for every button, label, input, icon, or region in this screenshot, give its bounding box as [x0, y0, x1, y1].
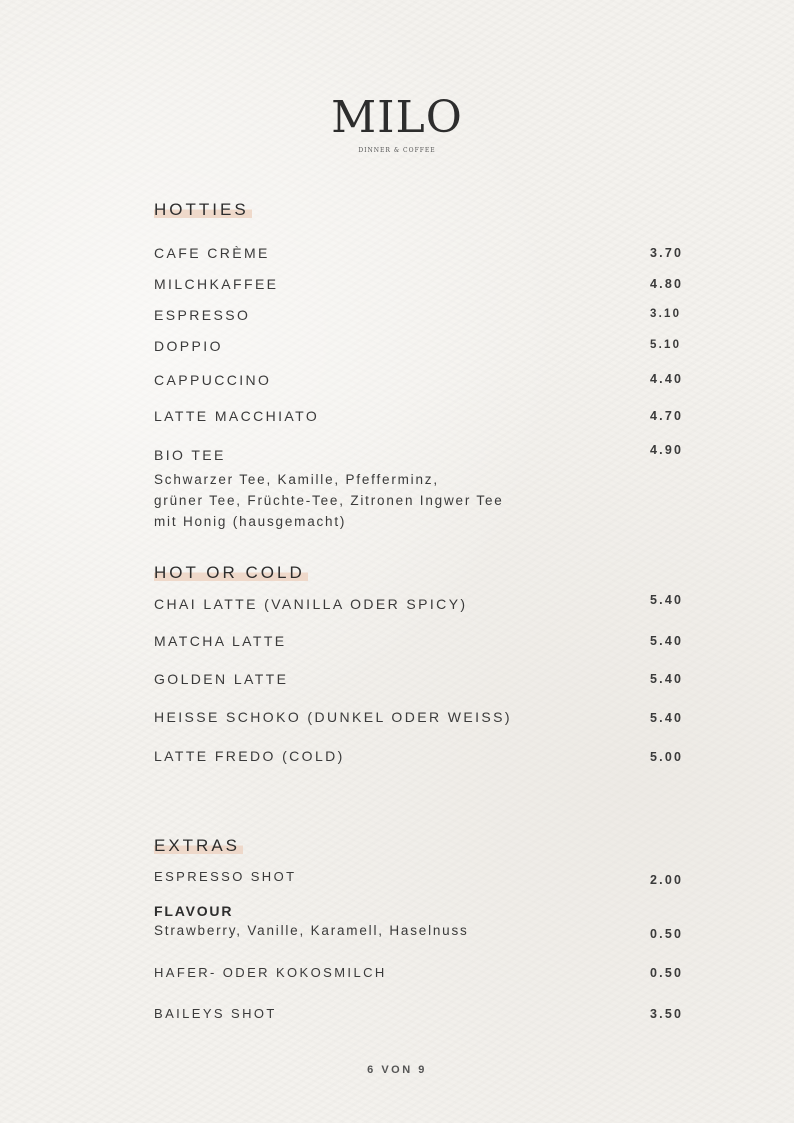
menu-item-price: 4.80 [650, 277, 684, 291]
menu-item-name: DOPPIO [154, 338, 223, 354]
menu-item-price: 4.90 [650, 443, 684, 457]
description-line: Strawberry, Vanille, Karamell, Haselnuss [154, 923, 469, 938]
menu-item-price: 4.40 [650, 372, 684, 386]
menu-item-name: BAILEYS SHOT [154, 1006, 277, 1021]
description-line: grüner Tee, Früchte-Tee, Zitronen Ingwer Tee [154, 493, 504, 508]
menu-item-price: 5.40 [650, 711, 684, 725]
menu-item-description [154, 920, 624, 941]
menu-item-price: 5.40 [650, 593, 684, 607]
menu-item-price: 3.50 [650, 1007, 684, 1021]
menu-item-name: ESPRESSO SHOT [154, 869, 297, 884]
menu-item-name: HEISSE SCHOKO (DUNKEL ODER WEISS) [154, 709, 512, 725]
section-title-hotties: HOTTIES [154, 201, 252, 218]
menu-item-price: 3.70 [650, 246, 684, 260]
menu-item-name: FLAVOUR [154, 903, 234, 919]
menu-item-name: CHAI LATTE (VANILLA ODER SPICY) [154, 596, 468, 612]
description-line: Schwarzer Tee, Kamille, Pfefferminz, [154, 472, 439, 487]
menu-item-name: HAFER- ODER KOKOSMILCH [154, 965, 387, 980]
menu-item-price: 5.40 [650, 634, 684, 648]
menu-item-description [154, 469, 624, 532]
menu-item-price: 5.40 [650, 672, 684, 686]
menu-item-name: CAFE CRÈME [154, 245, 270, 261]
menu-item-price: 3.10 [650, 308, 682, 320]
menu-item-name: ESPRESSO [154, 307, 251, 323]
menu-item-price: 5.00 [650, 750, 684, 764]
section-title-extras: EXTRAS [154, 837, 243, 854]
description-line: mit Honig (hausgemacht) [154, 514, 347, 529]
menu-item-name: LATTE FREDO (COLD) [154, 748, 345, 764]
menu-item-name: LATTE MACCHIATO [154, 408, 320, 424]
page-indicator: 6 VON 9 [367, 1064, 427, 1076]
menu-item-name: GOLDEN LATTE [154, 671, 289, 687]
menu-item-name: CAPPUCCINO [154, 372, 272, 388]
menu-item-name: BIO TEE [154, 447, 226, 463]
brand-logo: MILO [331, 92, 463, 143]
menu-item-price: 2.00 [650, 873, 684, 887]
menu-item-price: 5.10 [650, 339, 682, 351]
brand-tagline: DINNER & COFFEE [358, 147, 436, 154]
menu-item-price: 0.50 [650, 927, 684, 941]
menu-item-name: MATCHA LATTE [154, 633, 287, 649]
section-title-hot-or-cold: HOT OR COLD [154, 564, 308, 581]
menu-item-name: MILCHKAFFEE [154, 276, 279, 292]
menu-item-price: 4.70 [650, 409, 684, 423]
menu-item-price: 0.50 [650, 966, 684, 980]
